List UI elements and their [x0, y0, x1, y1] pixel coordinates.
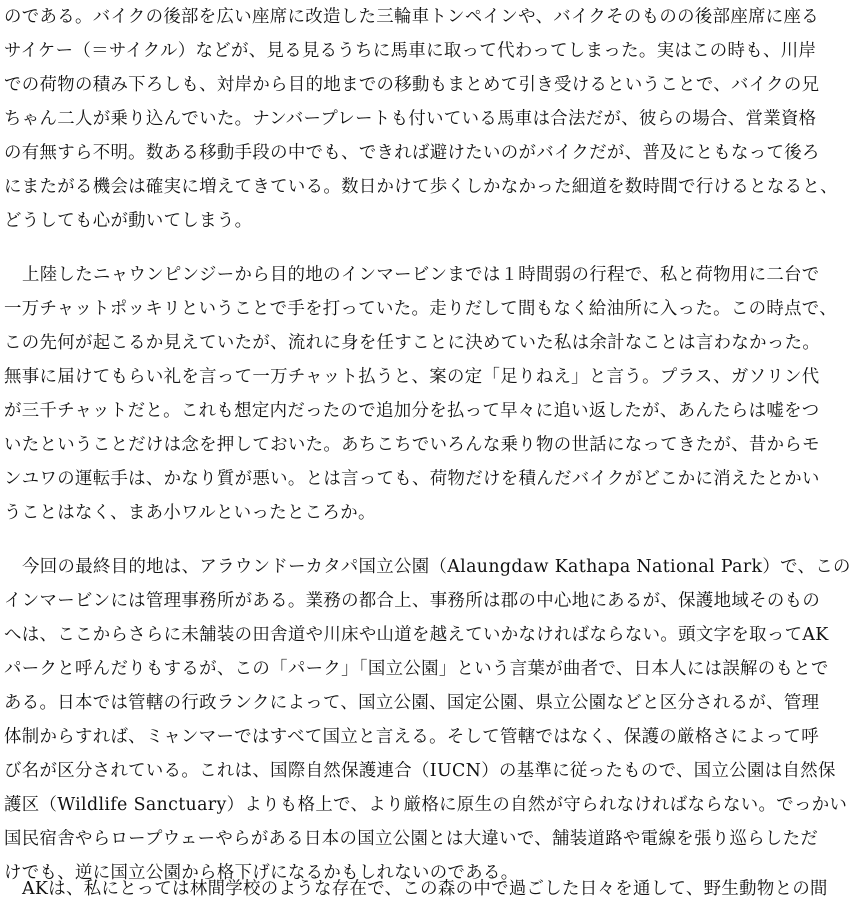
- text-line: 無事に届けてもらい礼を言って一万チャット払うと、案の定「足りねえ」と言う。プラス、ガソリン代: [4, 367, 820, 387]
- text-line: ちゃん二人が乗り込んでいた。ナンバープレートも付いている馬車は合法だが、彼らの場合、営業資格: [4, 109, 817, 129]
- text-line: 体制からすれば、ミャンマーではすべて国立と言える。そして管轄ではなく、保護の厳格さによって呼: [4, 727, 820, 747]
- text-line: 上陸したニャウンピンジーから目的地のインマービンまでは１時間弱の行程で、私と荷物用に二台で: [22, 265, 820, 285]
- text-line: での荷物の積み下ろしも、対岸から目的地までの移動もまとめて引き受けるということで、バイクの兄: [4, 75, 820, 95]
- text-line: へは、ここからさらに未舗装の田舎道や川床や山道を越えていかなければならない。頭文字を取ってAK: [4, 625, 829, 645]
- text-line: が三千チャットだと。これも想定内だったので追加分を払って早々に追い返したが、あんたらは嘘をつ: [4, 401, 820, 421]
- text-line: けでも、逆に国立公園から格下げになるかもしれないのである。: [4, 863, 519, 883]
- text-line: の有無すら不明。数ある移動手段の中でも、できれば避けたいのがバイクだが、普及にともなって後ろ: [4, 143, 820, 163]
- text-line: ある。日本では管轄の行政ランクによって、国立公園、国定公園、県立公園などと区分されるが、管理: [4, 693, 820, 713]
- text-line: AKは、私にとっては林間学校のような存在で、この森の中で過ごした日々を通して、野生動物との間: [22, 879, 828, 899]
- text-line: どうしても心が動いてしまう。: [4, 211, 253, 231]
- text-line: 一万チャットポッキリということで手を打っていた。走りだして間もなく給油所に入った。この時点で、: [4, 299, 837, 319]
- text-line: 国民宿舎やらロープウェーやらがある日本の国立公園とは大違いで、舗装道路や電線を張り巡らしただ: [4, 829, 819, 849]
- text-line: サイケー（＝サイクル）などが、見る見るうちに馬車に取って代わってしまった。実はこの時も、川岸: [4, 41, 817, 61]
- text-line: ンユワの運転手は、かなり質が悪い。とは言っても、荷物だけを積んだバイクがどこかに消えたとかい: [4, 469, 820, 489]
- text-line: うことはなく、まあ小ワルといったところか。: [4, 503, 376, 523]
- text-line: いたということだけは念を押しておいた。あちこちでいろんな乗り物の世話になってきたが、昔からモ: [4, 435, 820, 455]
- text-line: 今回の最終目的地は、アラウンドーカタパ国立公園（Alaungdaw Kathapa National Park）で、この: [22, 557, 851, 577]
- text-line: 護区（Wildlife Sanctuary）よりも格上で、より厳格に原生の自然が守られなければならない。でっかい: [4, 795, 848, 815]
- text-line: パークと呼んだりもするが、この「パーク」「国立公園」という言葉が曲者で、日本人には誤解のもとで: [4, 659, 829, 679]
- text-line: この先何が起こるか見えていたが、流れに身を任すことに決めていた私は余計なことは言わなかった。: [4, 333, 821, 353]
- text-line: インマービンには管理事務所がある。業務の都合上、事務所は郡の中心地にあるが、保護地域そのもの: [4, 591, 821, 611]
- text-line: のである。バイクの後部を広い座席に改造した三輪車トンペインや、バイクそのものの後部座席に座る: [4, 7, 820, 27]
- text-line: び名が区分されている。これは、国際自然保護連合（IUCN）の基準に従ったもので、国立公園は自然保: [4, 761, 836, 781]
- text-line: にまたがる機会は確実に増えてきている。数日かけて歩くしかなかった細道を数時間で行けるとなると、: [4, 177, 838, 197]
